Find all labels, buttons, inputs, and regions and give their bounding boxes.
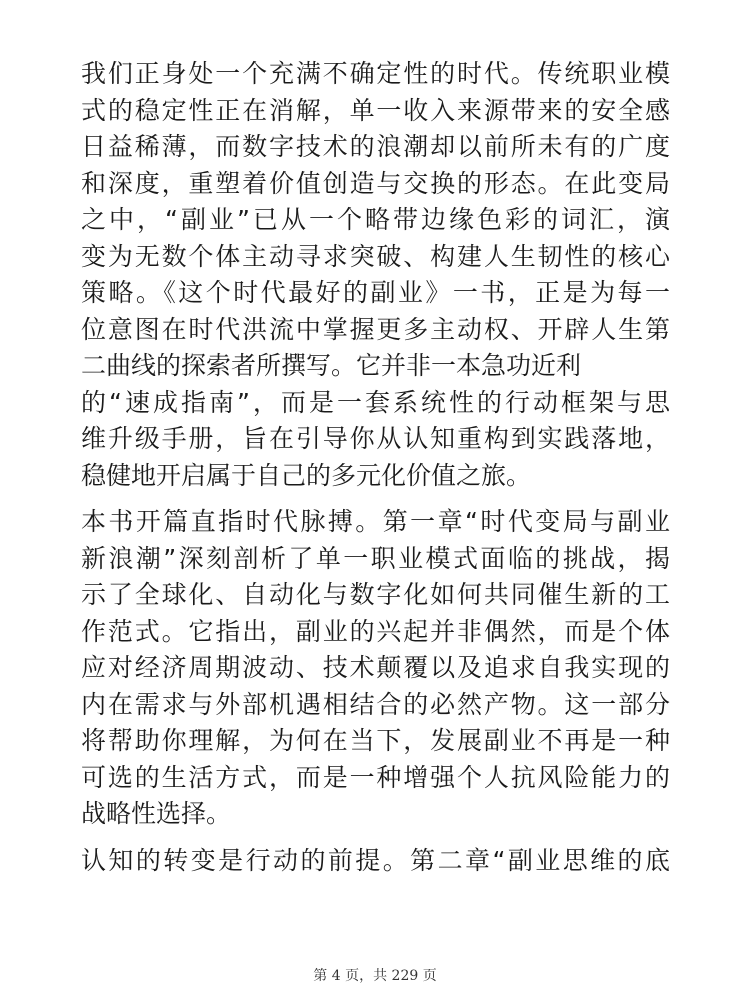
text-line: 可选的生活方式，而是一种增强个人抗风险能力的 <box>81 762 670 792</box>
text-line: 战略性选择。 <box>81 799 232 828</box>
text-line: 维升级手册，旨在引导你从认知重构到实践落地， <box>81 424 670 453</box>
text-line: 我们正身处一个充满不确定性的时代。传统职业模 <box>81 59 670 88</box>
paragraph-2 <box>81 504 670 833</box>
text-line: 示了全球化、自动化与数字化如何共同催生新的工 <box>81 580 670 609</box>
text-line: 之中，“副业”已从一个略带边缘色彩的词汇，演 <box>81 205 670 234</box>
text-line: 应对经济周期波动、技术颠覆以及追求自我实现的 <box>81 653 670 682</box>
text-line: 策略。《这个时代最好的副业》一书，正是为每一 <box>81 278 670 307</box>
text-line: 将帮助你理解，为何在当下，发展副业不再是一种 <box>81 726 670 755</box>
text-line: 式的稳定性正在消解，单一收入来源带来的安全感 <box>81 95 670 125</box>
text-line: 的“速成指南”，而是一套系统性的行动框架与思 <box>81 387 670 417</box>
paragraph-3 <box>81 843 670 880</box>
text-line: 位意图在时代洪流中掌握更多主动权、开辟人生第 <box>81 314 670 344</box>
text-line: 和深度，重塑着价值创造与交换的形态。在此变局 <box>81 168 670 198</box>
text-line: 新浪潮”深刻剖析了单一职业模式面临的挑战，揭 <box>81 543 670 573</box>
paragraph-1 <box>81 56 670 494</box>
body-text <box>81 56 670 889</box>
text-line: 日益稀薄，而数字技术的浪潮却以前所未有的广度 <box>81 132 670 161</box>
text-line: 二曲线的探索者所撰写。它并非一本急功近利 <box>81 351 582 380</box>
text-line: 稳健地开启属于自己的多元化价值之旅。 <box>81 460 532 490</box>
text-line: 本书开篇直指时代脉搏。第一章“时代变局与副业 <box>81 507 670 536</box>
text-line: 变为无数个体主动寻求突破、构建人生韧性的核心 <box>81 241 670 271</box>
text-line: 认知的转变是行动的前提。第二章“副业思维的底 <box>81 845 670 875</box>
page-number-footer: 第 4 页，共 229 页 <box>313 968 437 984</box>
text-line: 作范式。它指出，副业的兴起并非偶然，而是个体 <box>81 616 670 646</box>
text-line: 内在需求与外部机遇相结合的必然产物。这一部分 <box>81 689 670 719</box>
